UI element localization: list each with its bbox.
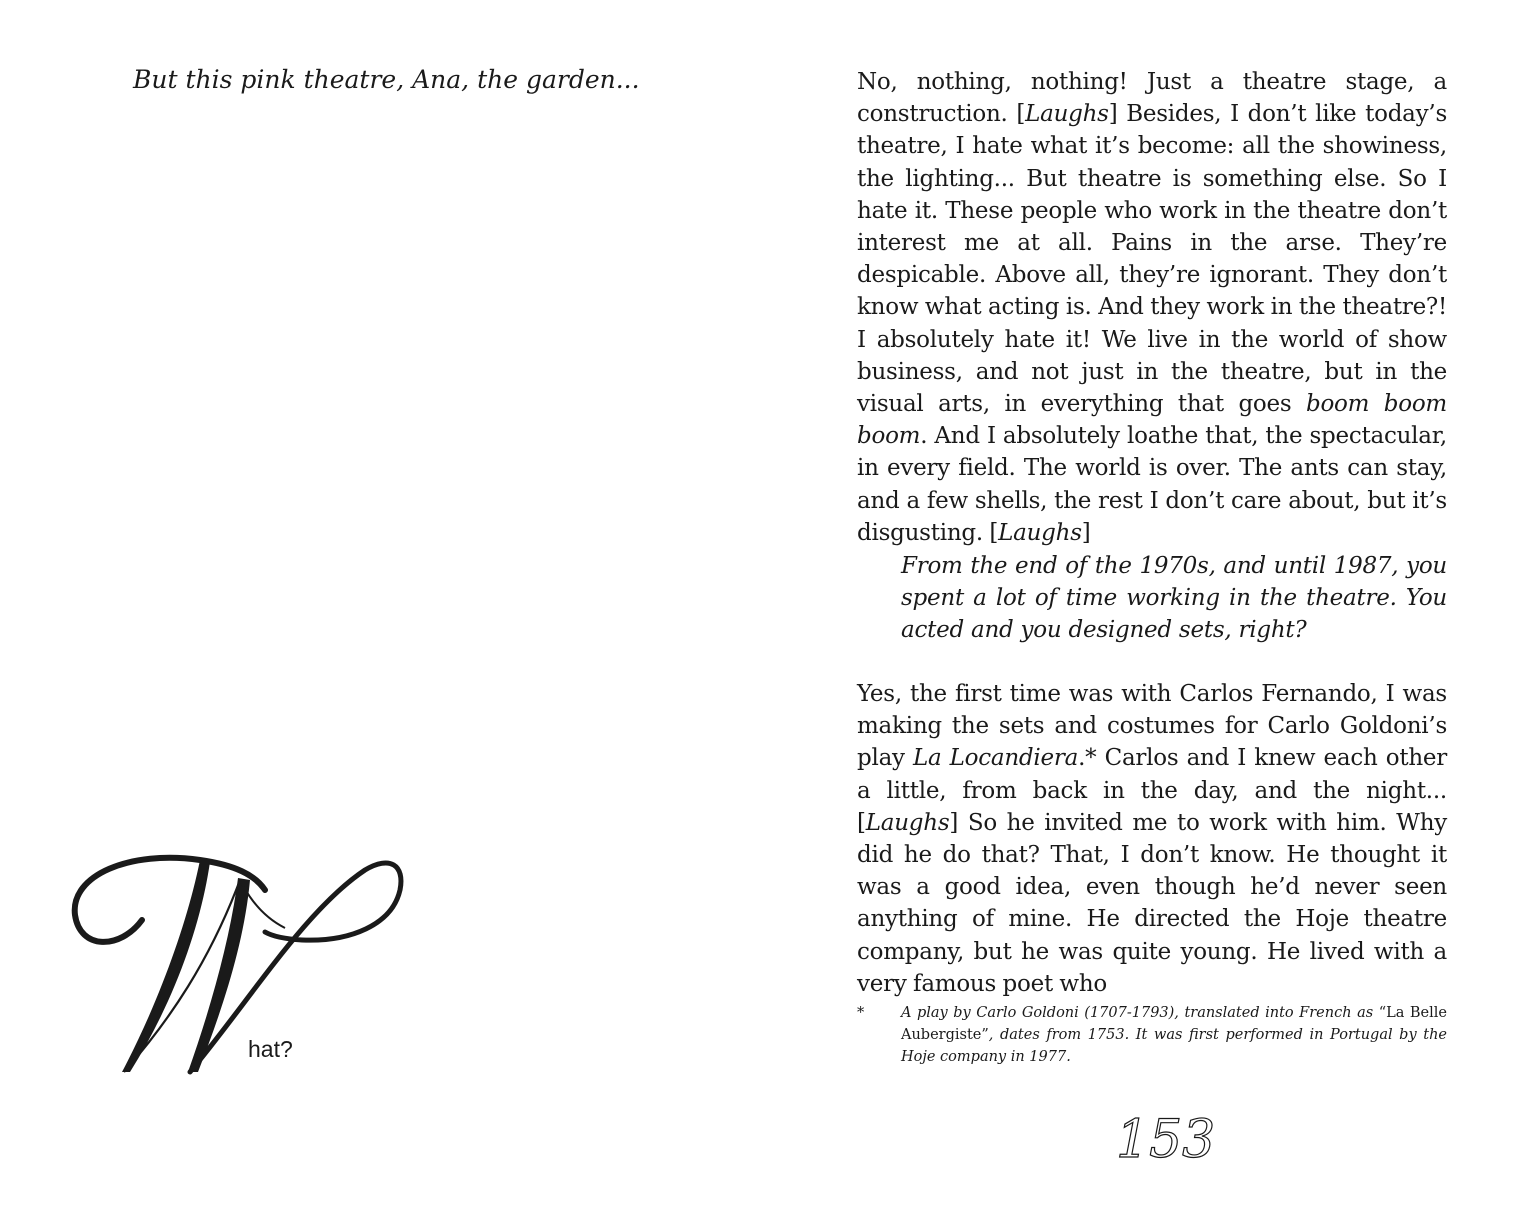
footnote-segment: “La Belle Aubergiste” [901,1005,1447,1043]
text-segment: ] Besides, I don’t like today’s theatre, I hate what it’s become: all the showiness, the lighting... But theatre is something else. So I hate it. These people who work in the theatre don’t interest me at all. Pains in the arse. They’re despicable. Above all, they’re ignorant. They don’t know what acting is. And they work in the theatre?! I absolutely hate it! We live in the world of show business, and not just in the theatre, but in the visual arts, in everything that goes [857,101,1447,418]
text-segment: Yes, the first time was with Carlos Fernando, I was making the sets and costumes for Carlo Goldoni’s play [857,681,1447,772]
italic-text-segment: Laughs [865,809,950,836]
page-number-text: 153 [1116,1110,1216,1170]
interview-question-top: But this pink theatre, Ana, the garden... [133,65,640,94]
drop-cap-rest-text: hat? [248,1036,293,1062]
drop-cap-block [60,840,420,1080]
text-segment: . And I absolutely loathe that, the spectacular, in every field. The world is over. The ants can stay, and a few shells, the rest I don’t care about, but it’s disgusting. [ [857,423,1447,546]
answer-paragraph-2 [857,678,1447,1000]
page-number [1108,1102,1218,1172]
text-segment: ] [1081,519,1091,546]
italic-text-segment: Laughs [998,519,1082,546]
script-letter-w [60,840,420,1080]
italic-text-segment: boom boom boom [857,391,1447,450]
footnote-marker: * [857,1005,865,1021]
footnote [857,1002,1447,1068]
answer-paragraph-1 [857,66,1447,549]
text-segment: ] So he invited me to work with him. Why did he do that? That, I don’t know. He thought it was a good idea, even though he’d never seen anything of mine. He directed the Hoje theatre company, but he was quite young. He lived with a very famous poet who [857,809,1447,997]
footnote-segment: , dates from 1753. It was first performed in Portugal by the Hoje company in 1977. [901,1027,1447,1065]
footnote-segment: A play by Carlo Goldoni (1707-1793), translated into French as [901,1005,1379,1021]
italic-text-segment: Laughs [1025,101,1109,128]
italic-text-segment: La Locandiera [912,745,1079,772]
text-segment: No, nothing, nothing! Just a theatre stage, a construction. [ [857,69,1447,128]
interview-question: From the end of the 1970s, and until 1987, you spent a lot of time working in the theatre. You acted and you designed sets, right? [901,553,1447,644]
text-segment: .* Carlos and I knew each other a little, from back in the day, and the night... [ [857,745,1448,836]
footnote-text [901,1002,1447,1068]
left-page [0,0,767,1210]
